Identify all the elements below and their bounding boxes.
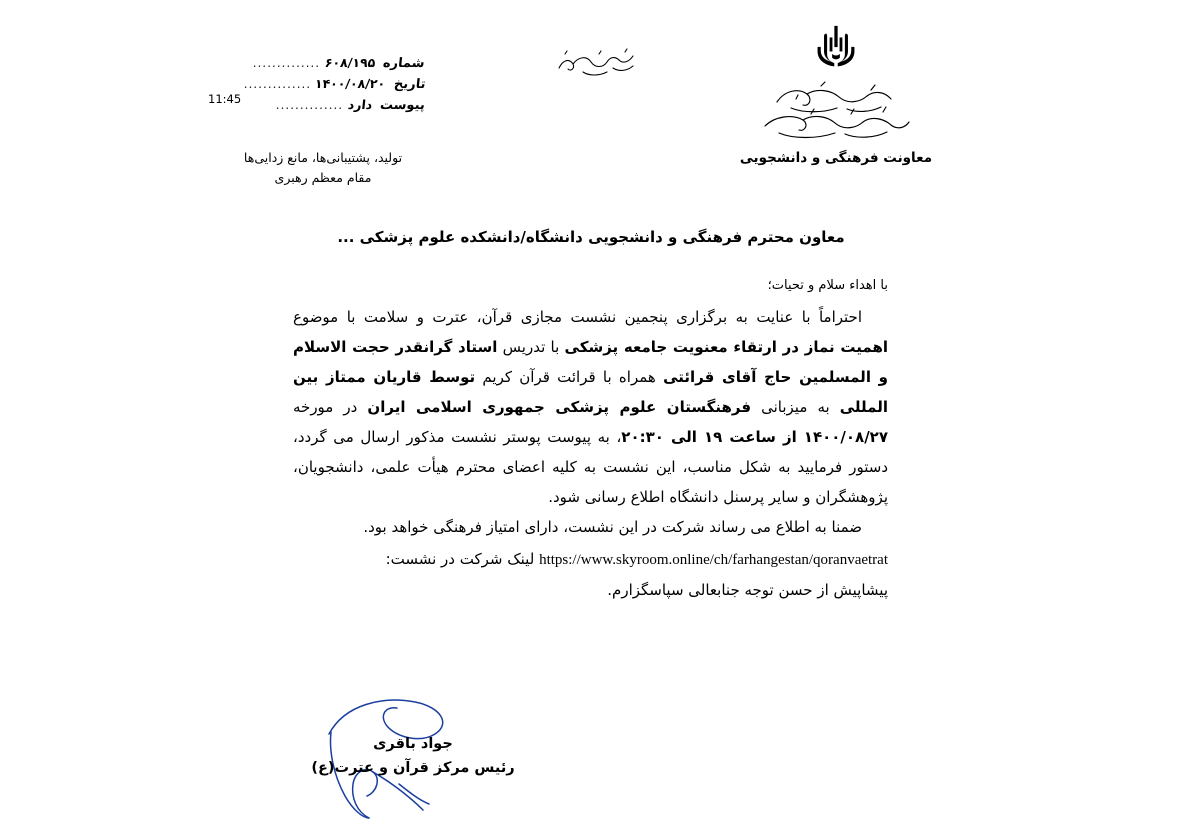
body-text-run: احتراماً با عنایت به برگزاری پنجمین نشست مجازی قرآن، عترت و سلامت با موضوع bbox=[293, 308, 862, 326]
body-text-run: ضمنا به اطلاع می رساند شرکت در این نشست، دارای امتیاز فرهنگی خواهد بود. bbox=[363, 518, 862, 536]
meeting-link-row bbox=[293, 544, 888, 575]
registration-date-row bbox=[242, 73, 426, 94]
body-paragraph bbox=[293, 512, 888, 542]
emphasis-text: توسط قاریان ممتاز بین المللی bbox=[293, 368, 888, 416]
body-text-run: به میزبانی bbox=[751, 398, 840, 416]
signer-name: جواد باقری bbox=[373, 736, 453, 752]
meeting-link-label: لینک شرکت در نشست: bbox=[385, 550, 535, 568]
registration-attachment-label: پیوست bbox=[379, 98, 426, 113]
registration-date-value: ۱۴۰۰/۰۸/۲۰ bbox=[314, 76, 387, 91]
addressee-line: معاون محترم فرهنگی و دانشجویی دانشگاه/دانشکده علوم پزشکی ... bbox=[337, 228, 845, 246]
department-title: معاونت فرهنگی و دانشجویی bbox=[739, 150, 933, 166]
registration-date-dots: .............. bbox=[242, 77, 312, 91]
registration-number-value: ۶۰۸/۱۹۵ bbox=[324, 55, 377, 70]
closing-line: پیشاپیش از حسن توجه جنابعالی سپاسگزارم. bbox=[607, 581, 888, 599]
body-text-run: در مورخه bbox=[293, 398, 368, 416]
emphasis-text: اهمیت نماز در ارتقاء معنویت جامعه پزشکی bbox=[564, 338, 888, 356]
iran-emblem-icon bbox=[807, 22, 865, 78]
body-text-run: ، به پیوست پوستر نشست مذکور ارسال می گردد، دستور فرمایید به شکل مناسب، این نشست به کلیه اعضای محترم هیأت علمی، دانشجویان، پژوهشگران و سایر پرسنل دانشگاه اطلاع رسانی شود. bbox=[293, 428, 888, 506]
registration-attachment-value: دارد bbox=[346, 97, 373, 112]
letter-body bbox=[0, 302, 1181, 605]
organization-emblem-block bbox=[736, 22, 936, 142]
registration-number-label: شماره bbox=[382, 56, 426, 71]
registration-number-dots: .............. bbox=[252, 56, 322, 70]
registration-attachment-dots: .............. bbox=[275, 98, 345, 112]
emphasis-text: استاد گرانقدر حجت الاسلام و المسلمین حاج آقای قرائتی bbox=[293, 338, 888, 386]
meeting-link-url[interactable]: https://www.skyroom.online/ch/farhangestan/qoranvaetrat bbox=[539, 552, 888, 568]
ministry-calligraphy-icon bbox=[736, 80, 936, 142]
emphasis-text: فرهنگستان علوم پزشکی جمهوری اسلامی ایران bbox=[367, 398, 752, 416]
greeting-line: با اهداء سلام و تحیات؛ bbox=[767, 278, 888, 293]
registration-block bbox=[242, 52, 426, 115]
emphasis-text: ۱۴۰۰/۰۸/۲۷ از ساعت ۱۹ الی ۲۰:۳۰ bbox=[621, 428, 888, 446]
signature-block bbox=[293, 732, 533, 780]
body-text-run: با تدریس bbox=[497, 338, 565, 356]
year-slogan-line-1: تولید، پشتیبانی‌ها، مانع زدایی‌ها bbox=[243, 150, 403, 165]
registration-time: 11:45 bbox=[208, 92, 242, 106]
registration-date-label: تاریخ bbox=[392, 77, 426, 92]
signer-title: رئیس مرکز قرآن و عترت(ع) bbox=[311, 760, 515, 776]
letterhead bbox=[0, 0, 1181, 200]
year-slogan-line-2: مقام معظم رهبری bbox=[274, 170, 372, 185]
body-paragraphs bbox=[293, 302, 888, 542]
registration-number-row bbox=[250, 52, 425, 73]
body-text-run: همراه با قرائت قرآن کریم bbox=[475, 368, 664, 386]
besmellah-calligraphy bbox=[553, 42, 643, 82]
year-slogan bbox=[228, 148, 418, 188]
body-paragraph bbox=[293, 302, 888, 512]
registration-attachment-row bbox=[250, 94, 425, 115]
